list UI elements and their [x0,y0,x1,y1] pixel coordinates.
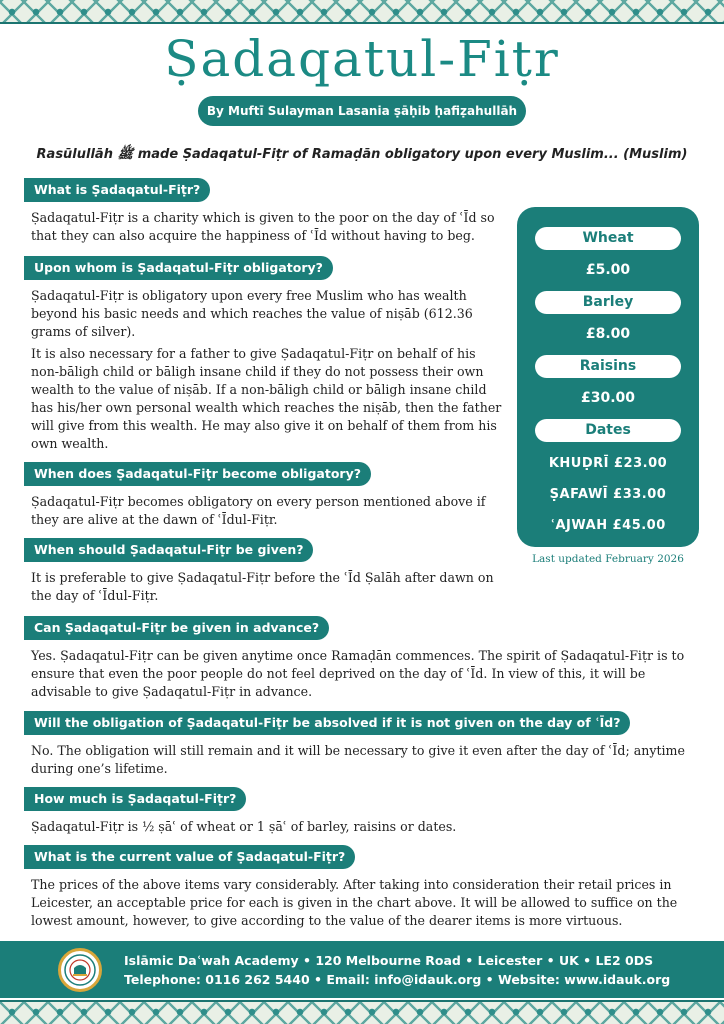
faq-question: What is the current value of Ṣadaqatul-Fiṭr? [24,845,355,869]
faq-paragraph: Ṣadaqatul-Fiṭr is a charity which is given to the poor on the day of ʿĪd so that they can also acquire the happiness of ʿĪd without having to beg. [31,210,495,243]
footer-contact [124,951,684,989]
faq-paragraph: Ṣadaqatul-Fiṭr becomes obligatory on every person mentioned above if they are alive at the dawn of ʿĪdul-Fiṭr. [31,494,486,527]
faq-paragraph: No. The obligation will still remain and it will be necessary to give it even after the day of ʿĪd; anytime during one’s lifetime. [31,743,685,776]
faq-section-how-much [24,787,702,836]
faq-answer [24,569,502,605]
faq-question: When should Ṣadaqatul-Fiṭr be given? [24,538,313,562]
price-panel [517,207,699,547]
dates-label: Dates [535,419,681,442]
faq-answer [24,818,702,836]
faq-paragraph: Ṣadaqatul-Fiṭr is ½ ṣāʿ of wheat or 1 ṣāʿ of barley, raisins or dates. [31,819,457,834]
faq-section-upon-whom [24,256,502,453]
faq-answer [24,493,502,529]
faq-paragraph: Ṣadaqatul-Fiṭr is obligatory upon every free Muslim who has wealth beyond his basic needs and which reaches the value of niṣāb (612.36 grams of silver). [31,288,473,339]
raisins-label: Raisins [535,355,681,378]
barley-label: Barley [535,291,681,314]
faq-question: How much is Ṣadaqatul-Fiṭr? [24,787,246,811]
dates-khudri-price: KHUḌRĪ £23.00 [548,456,668,471]
faq-question: When does Ṣadaqatul-Fiṭr become obligatory? [24,462,371,486]
barley-price: £8.00 [585,326,631,342]
faq-paragraph: It is also necessary for a father to give Ṣadaqatul-Fiṭr on behalf of his non-bāligh child or bāligh insane child if they do not possess their own wealth to the value of niṣāb. If a non-bāligh child or bāligh insane child has his/her own personal wealth which reaches the niṣāb, then the father will give from this wealth. He may also give it on behalf of them from his own wealth. [31,346,502,451]
dates-safawi-price: ṢAFAWĪ £33.00 [549,487,667,502]
footer-address: Islāmic Daʿwah Academy • 120 Melbourne Road • Leicester • UK • LE2 0DS [124,953,654,968]
bottom-pattern-border [0,1000,724,1024]
wheat-label: Wheat [535,227,681,250]
faq-question: Upon whom is Ṣadaqatul-Fiṭr obligatory? [24,256,333,280]
faq-paragraph: Yes. Ṣadaqatul-Fiṭr can be given anytime once Ramaḍān commences. The spirit of Ṣadaqatul-Fiṭr is to ensure that even the poor people do not feel deprived on the day of ʿĪd. In view of this, it will be advisable to give Ṣadaqatul-Fiṭr in advance. [31,648,685,699]
faq-section-absolved [24,711,702,778]
raisins-price: £30.00 [580,390,636,406]
faq-section-when-obligatory [24,462,502,529]
academy-seal-icon [58,948,102,992]
faq-section-in-advance [24,616,702,701]
page-title: Ṣadaqatul-Fiṭr [164,30,560,88]
faq-answer [24,287,502,453]
faq-answer [24,876,702,930]
faq-section-when-given [24,538,502,605]
footer-bar [0,941,724,998]
faq-answer [24,742,702,778]
faq-question: Can Ṣadaqatul-Fiṭr be given in advance? [24,616,329,640]
wheat-price: £5.00 [585,262,631,278]
hadith-quote: Rasūlullāh ﷺ made Ṣadaqatul-Fiṭr of Ramaḍān obligatory upon every Muslim... (Muslim) [36,147,688,162]
faq-paragraph: It is preferable to give Ṣadaqatul-Fiṭr before the ʿĪd Ṣalāh after dawn on the day of ʿĪdul-Fiṭr. [31,570,494,603]
last-updated-note: Last updated February 2026 [532,553,684,565]
faq-question: What is Ṣadaqatul-Fiṭr? [24,178,210,202]
faq-answer [24,209,502,245]
dates-ajwah-price: ʿAJWAH £45.00 [550,518,666,533]
faq-question: Will the obligation of Ṣadaqatul-Fiṭr be absolved if it is not given on the day of ʿĪd? [24,711,630,735]
faq-paragraph: The prices of the above items vary considerably. After taking into consideration their retail prices in Leicester, an acceptable price for each is given in the chart above. It will be allowed to suffice on the lowest amount, however, to give according to the value of the dearer items is more virtuous. [31,877,678,928]
faq-answer [24,647,702,701]
author-byline: By Muftī Sulayman Lasania ṣāḥib ḥafiẓahullāh [198,96,526,126]
top-pattern-border [0,0,724,24]
faq-section-current-value [24,845,702,930]
faq-section-what-is [24,178,502,245]
footer-contact-details: Telephone: 0116 262 5440 • Email: info@idauk.org • Website: www.idauk.org [124,972,671,987]
